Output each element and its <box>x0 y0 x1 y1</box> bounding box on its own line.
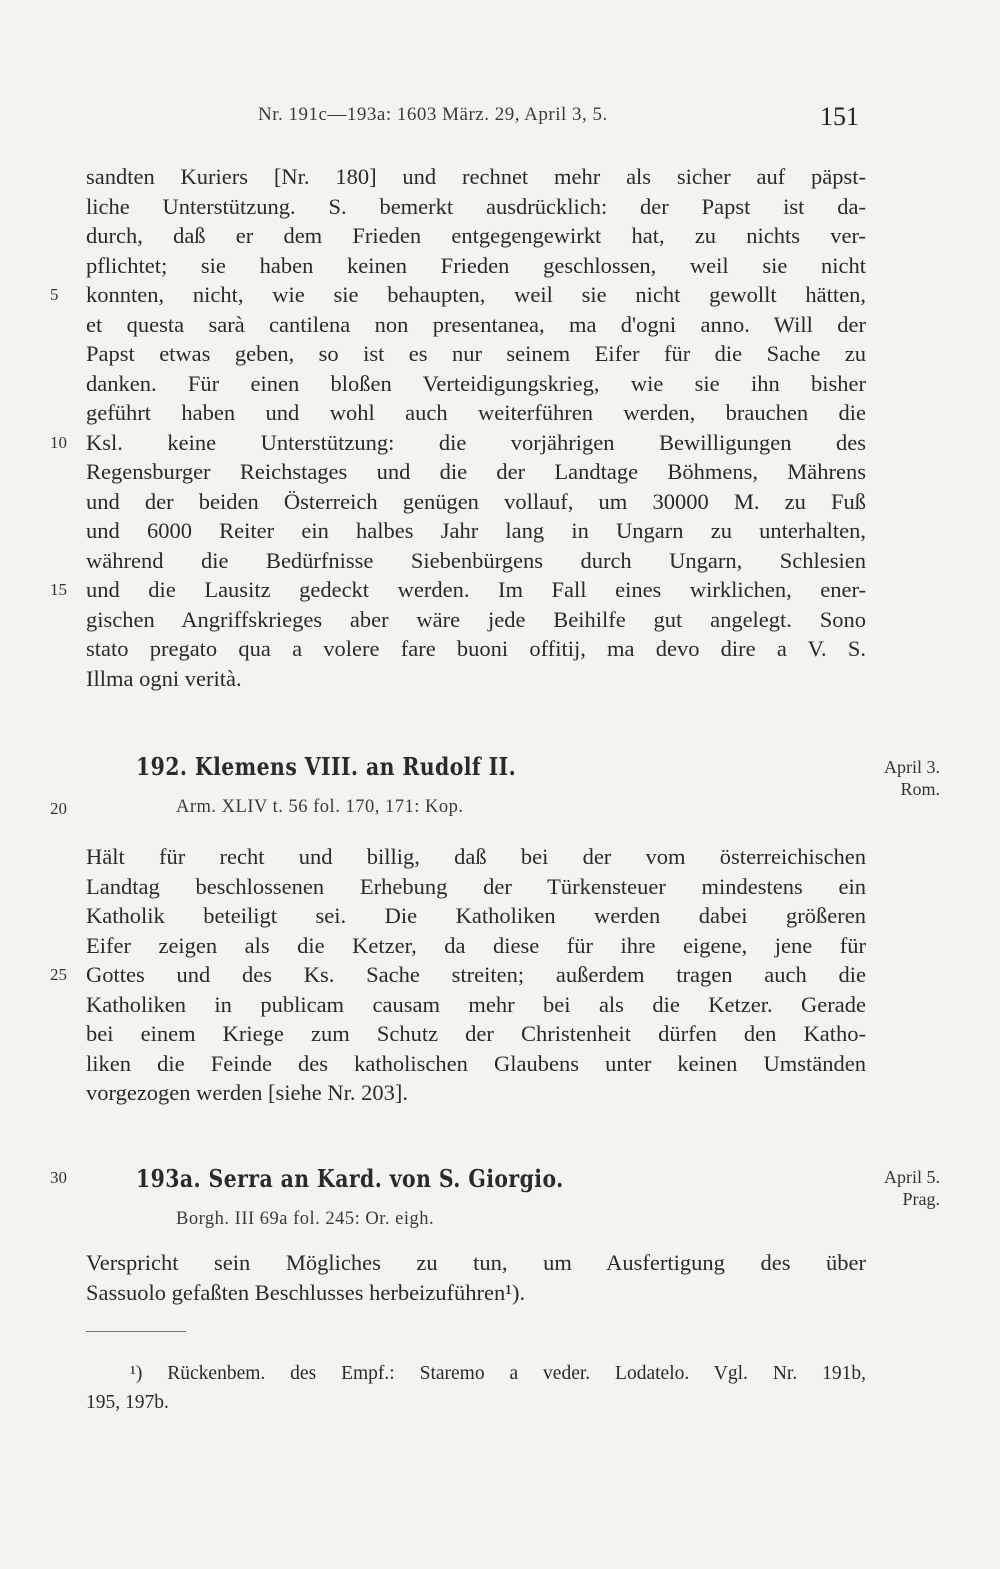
line-number-10: 10 <box>50 432 67 452</box>
paragraph-line: und die Lausitz gedeckt werden. Im Fall eines wirklichen, ener- <box>86 577 866 602</box>
footnote-divider <box>86 1331 186 1332</box>
line-number-20: 20 <box>50 799 67 818</box>
doc193a-line: Verspricht sein Mögliches zu tun, um Ausfertigung des über <box>86 1250 866 1275</box>
running-head: Nr. 191c—193a: 1603 März. 29, April 3, 5. <box>258 104 608 125</box>
paragraph-line: durch, daß er dem Frieden entgegengewirkt hat, zu nichts ver- <box>86 223 866 248</box>
place-192: Rom. <box>900 779 940 799</box>
line-number-30: 30 <box>50 1168 67 1187</box>
document-192-source: Arm. XLIV t. 56 fol. 170, 171: Kop. <box>176 797 464 817</box>
paragraph-line: liche Unterstützung. S. bemerkt ausdrücklich: der Papst ist da- <box>86 193 866 219</box>
date-192: April 3. <box>884 757 940 777</box>
doc192-line: Landtag beschlossenen Erhebung der Türkensteuer mindestens ein <box>86 873 866 899</box>
paragraph-line: sandten Kuriers [Nr. 180] und rechnet mehr als sicher auf päpst- <box>86 164 866 189</box>
date-193a: April 5. <box>884 1167 940 1187</box>
paragraph-line: stato pregato qua a volere fare buoni offitij, ma devo dire a V. S. <box>86 636 866 661</box>
footnote-line: ¹) Rückenbem. des Empf.: Staremo a veder. Lodatelo. Vgl. Nr. 191b, <box>130 1363 866 1384</box>
paragraph-line: Illma ogni verità. <box>86 665 242 691</box>
paragraph-line: und 6000 Reiter ein halbes Jahr lang in Ungarn zu unterhalten, <box>86 518 866 543</box>
paragraph-line: konnten, nicht, wie sie behaupten, weil sie nicht gewollt hätten, <box>86 282 866 307</box>
doc192-line: Katholik beteiligt sei. Die Katholiken werden dabei größeren <box>86 903 866 928</box>
document-192-date <box>868 756 940 800</box>
place-193a: Prag. <box>902 1189 940 1209</box>
line-number-15: 15 <box>50 580 67 599</box>
doc193a-line: Sassuolo gefaßten Beschlusses herbeizuführen¹). <box>86 1280 526 1305</box>
doc192-line: vorgezogen werden [siehe Nr. 203]. <box>86 1080 408 1105</box>
page-number: 151 <box>820 102 859 131</box>
doc192-line: Katholiken in publicam causam mehr bei als die Ketzer. Gerade <box>86 991 866 1017</box>
paragraph-line: und der beiden Österreich genügen vollauf, um 30000 M. zu Fuß <box>86 488 866 514</box>
paragraph-line: geführt haben und wohl auch weiterführen werden, brauchen die <box>86 400 866 425</box>
doc192-line: bei einem Kriege zum Schutz der Christenheit dürfen den Katho- <box>86 1021 866 1046</box>
paragraph-line: et questa sarà cantilena non presentanea, ma d'ogni anno. Will der <box>86 311 866 337</box>
document-193a-heading: 193a. Serra an Kard. von S. Giorgio. <box>136 1164 564 1193</box>
doc192-line: Hält für recht und billig, daß bei der vom österreichischen <box>86 844 866 869</box>
paragraph-line: gischen Angriffskrieges aber wäre jede Beihilfe gut angelegt. Sono <box>86 606 866 632</box>
document-193a-source: Borgh. III 69a fol. 245: Or. eigh. <box>176 1209 435 1229</box>
document-192-heading: 192. Klemens VIII. an Rudolf II. <box>136 752 517 781</box>
paragraph-line: pflichtet; sie haben keinen Frieden geschlossen, weil sie nicht <box>86 252 866 278</box>
doc192-line: Gottes und des Ks. Sache streiten; außerdem tragen auch die <box>86 962 866 987</box>
doc192-line: Eifer zeigen als die Ketzer, da diese für ihre eigene, jene für <box>86 932 866 958</box>
paragraph-line: Ksl. keine Unterstützung: die vorjährigen Bewilligungen des <box>86 429 866 455</box>
line-number-25: 25 <box>50 965 67 984</box>
paragraph-line: Regensburger Reichstages und die der Landtage Böhmens, Mährens <box>86 459 866 484</box>
paragraph-line: während die Bedürfnisse Siebenbürgens durch Ungarn, Schlesien <box>86 547 866 573</box>
paragraph-line: Papst etwas geben, so ist es nur seinem Eifer für die Sache zu <box>86 341 866 366</box>
line-number-5: 5 <box>50 285 59 304</box>
doc192-line: liken die Feinde des katholischen Glaubens unter keinen Umständen <box>86 1050 866 1076</box>
footnote-line: 195, 197b. <box>86 1392 169 1413</box>
paragraph-line: danken. Für einen bloßen Verteidigungskrieg, wie sie ihn bisher <box>86 370 866 396</box>
document-193a-date <box>868 1166 940 1210</box>
